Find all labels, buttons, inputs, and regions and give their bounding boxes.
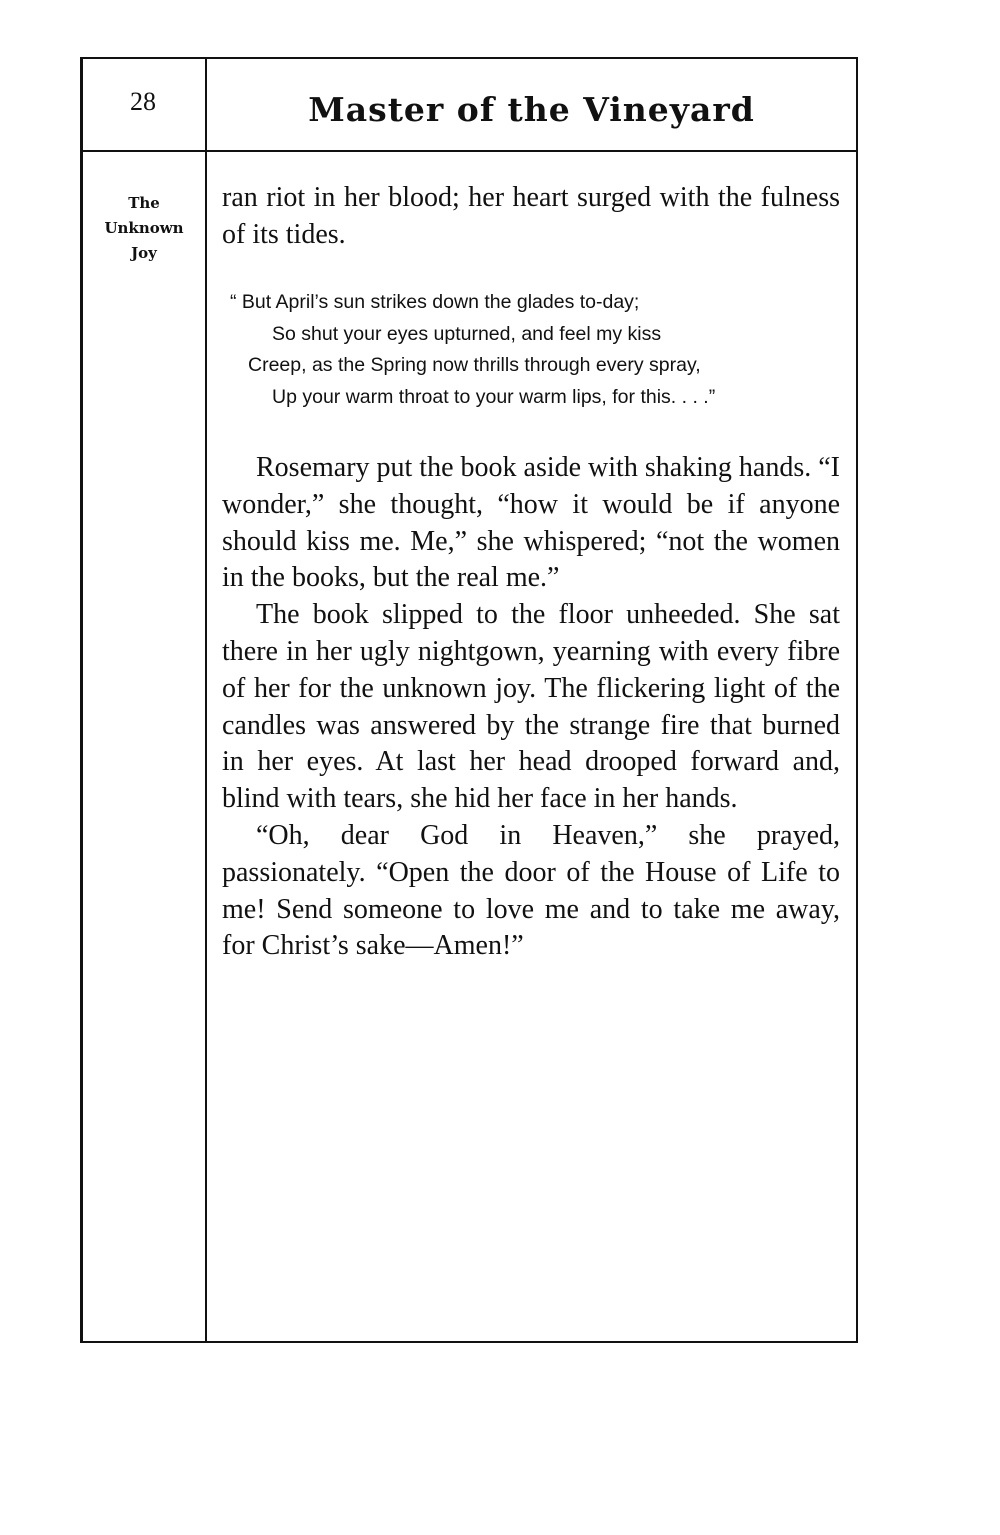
poem-line: Up your warm throat to your warm lips, for this. . . .” xyxy=(272,385,716,408)
paragraph: Rosemary put the book aside with shaking hands. “I wonder,” she thought, “how it would be if anyone should kiss me. Me,” she whispered; “not the women in the books, but the real me.” xyxy=(222,452,841,594)
margin-divider xyxy=(205,59,207,1341)
body-text xyxy=(222,450,840,965)
opening-text xyxy=(222,180,840,254)
header-divider xyxy=(83,150,856,152)
margin-note xyxy=(84,191,204,266)
running-title: Master of the Vineyard xyxy=(308,90,755,129)
poem-line: Creep, as the Spring now thrills through every spray, xyxy=(248,354,701,376)
poem-line: So shut your eyes upturned, and feel my kiss xyxy=(272,322,662,345)
margin-note-line: Joy xyxy=(131,244,157,262)
poem-quote xyxy=(230,287,850,413)
paragraph: “Oh, dear God in Heaven,” she prayed, passionately. “Open the door of the House of Life to me! Send someone to love me and to take me away, for Christ’s sake—Amen!” xyxy=(222,819,840,962)
paragraph: The book slipped to the floor unheeded. She sat there in her ugly nightgown, yearning with every fibre of her for the unknown joy. The flickering light of the candles was answered by the strange fire that burned in her eyes. At last her head drooped forward and, blind with tears, she hid her face in her hands. xyxy=(222,599,840,815)
page-number: 28 xyxy=(130,87,156,116)
poem-line: “ But April’s sun strikes down the glades to-day; xyxy=(230,291,640,313)
opening-paragraph: ran riot in her blood; her heart surged with the fulness of its tides. xyxy=(222,182,840,250)
margin-note-line: Unknown xyxy=(104,219,184,237)
margin-note-line: The xyxy=(128,194,160,212)
